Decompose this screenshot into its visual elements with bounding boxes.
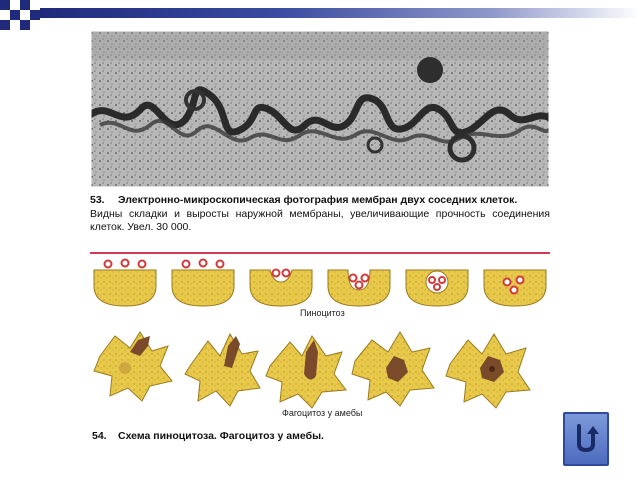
pinocytosis-stage-6 (484, 270, 546, 306)
electron-micrograph (90, 30, 550, 188)
separator-line (90, 252, 550, 254)
back-button[interactable] (563, 412, 609, 466)
phagocytosis-stage-2 (185, 334, 260, 406)
phagocytosis-stage-3 (266, 336, 346, 408)
phagocytosis-stage-5 (446, 334, 530, 408)
phagocytosis-label: Фагоцитоз у амебы (282, 408, 363, 418)
corner-decoration (0, 0, 60, 40)
pinocytosis-stage-1 (94, 260, 156, 307)
phagocytosis-stage-1 (94, 332, 172, 401)
figure-53-title: Электронно-микроскопическая фотография мембран двух соседних клеток. (118, 194, 518, 206)
pinocytosis-stage-4 (328, 270, 390, 306)
pinocytosis-stage-5 (406, 270, 468, 306)
header-gradient-bar (40, 8, 640, 18)
pinocytosis-stage-3 (250, 270, 312, 307)
pinocytosis-stage-2 (172, 260, 234, 307)
pinocytosis-label: Пиноцитоз (300, 308, 345, 318)
figure-53-number: 53. (90, 194, 105, 206)
figure-54-caption (92, 430, 324, 442)
figure-53-body: Видны складки и выросты наружной мембраны, увеличивающие прочность соединения клеток. Увел. 30 000. (90, 208, 550, 233)
phagocytosis-stage-4 (352, 332, 434, 406)
pinocytosis-phagocytosis-scheme (90, 256, 550, 426)
figure-54-number: 54. (92, 430, 107, 442)
u-turn-arrow-icon (573, 424, 599, 454)
figure-54-title: Схема пиноцитоза. Фагоцитоз у амебы. (118, 430, 324, 442)
figure-53-caption (90, 194, 550, 234)
